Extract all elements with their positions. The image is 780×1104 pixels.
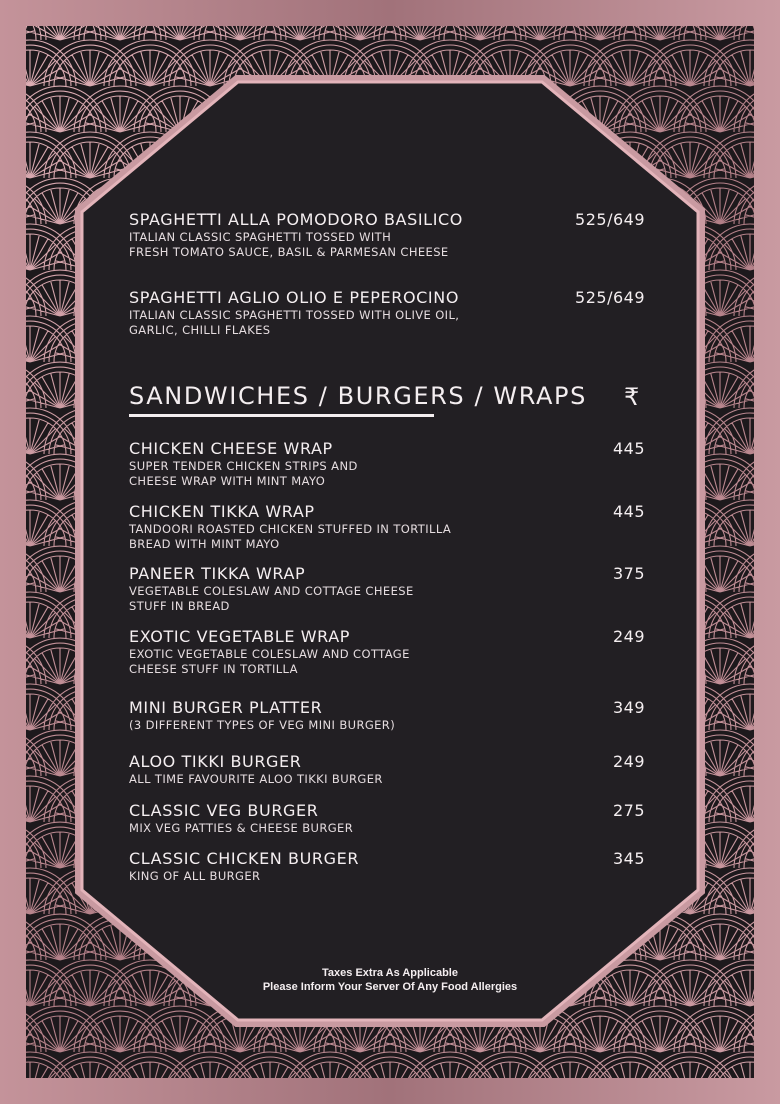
item-description: CHEESE WRAP WITH MINT MAYO <box>129 474 326 488</box>
menu-item <box>129 439 649 489</box>
item-price: 525/649 <box>575 288 645 307</box>
menu-item <box>129 849 649 884</box>
menu-item <box>129 698 649 733</box>
item-name: PANEER TIKKA WRAP <box>129 564 306 583</box>
item-name: CHICKEN TIKKA WRAP <box>129 502 315 521</box>
item-name: CLASSIC VEG BURGER <box>129 801 319 820</box>
item-description: SUPER TENDER CHICKEN STRIPS AND <box>129 459 358 473</box>
item-name: ALOO TIKKI BURGER <box>129 752 302 771</box>
menu-item <box>129 752 649 787</box>
section-title: SANDWICHES / BURGERS / WRAPS <box>129 382 587 410</box>
item-price: 445 <box>612 439 645 458</box>
item-name: SPAGHETTI AGLIO OLIO E PEPEROCINO <box>129 288 460 307</box>
currency-symbol: ₹ <box>624 383 640 411</box>
menu-item <box>129 801 649 836</box>
item-description: BREAD WITH MINT MAYO <box>129 537 280 551</box>
item-price: 345 <box>612 849 645 868</box>
footer-taxes-note: Taxes Extra As Applicable <box>322 967 458 979</box>
menu-item <box>129 210 649 260</box>
item-description: STUFF IN BREAD <box>129 599 230 613</box>
item-price: 525/649 <box>575 210 645 229</box>
item-description: (3 DIFFERENT TYPES OF VEG MINI BURGER) <box>129 718 396 732</box>
item-name: EXOTIC VEGETABLE WRAP <box>129 627 350 646</box>
item-name: CLASSIC CHICKEN BURGER <box>129 849 360 868</box>
footer-allergy-note: Please Inform Your Server Of Any Food Allergies <box>262 981 518 993</box>
item-description: KING OF ALL BURGER <box>129 869 261 883</box>
menu-item <box>129 564 649 614</box>
item-description: ALL TIME FAVOURITE ALOO TIKKI BURGER <box>129 772 383 786</box>
item-description: ITALIAN CLASSIC SPAGHETTI TOSSED WITH OLIVE OIL, <box>129 308 460 322</box>
item-description: EXOTIC VEGETABLE COLESLAW AND COTTAGE <box>129 647 410 661</box>
item-description: ITALIAN CLASSIC SPAGHETTI TOSSED WITH <box>129 230 392 244</box>
item-price: 349 <box>612 698 645 717</box>
item-price: 375 <box>612 564 645 583</box>
item-price: 275 <box>612 801 645 820</box>
item-description: MIX VEG PATTIES & CHEESE BURGER <box>129 821 354 835</box>
item-description: GARLIC, CHILLI FLAKES <box>129 323 271 337</box>
item-description: FRESH TOMATO SAUCE, BASIL & PARMESAN CHEESE <box>129 245 449 259</box>
item-name: MINI BURGER PLATTER <box>129 698 323 717</box>
item-description: VEGETABLE COLESLAW AND COTTAGE CHEESE <box>129 584 414 598</box>
item-price: 249 <box>612 627 645 646</box>
item-price: 445 <box>612 502 645 521</box>
menu-item <box>129 288 649 338</box>
item-description: CHEESE STUFF IN TORTILLA <box>129 662 298 676</box>
item-price: 249 <box>612 752 645 771</box>
menu-item <box>129 502 649 552</box>
menu-item <box>129 627 649 677</box>
item-name: SPAGHETTI ALLA POMODORO BASILICO <box>129 210 463 229</box>
item-name: CHICKEN CHEESE WRAP <box>129 439 333 458</box>
item-description: TANDOORI ROASTED CHICKEN STUFFED IN TORTILLA <box>129 522 452 536</box>
section-underline <box>129 414 434 417</box>
